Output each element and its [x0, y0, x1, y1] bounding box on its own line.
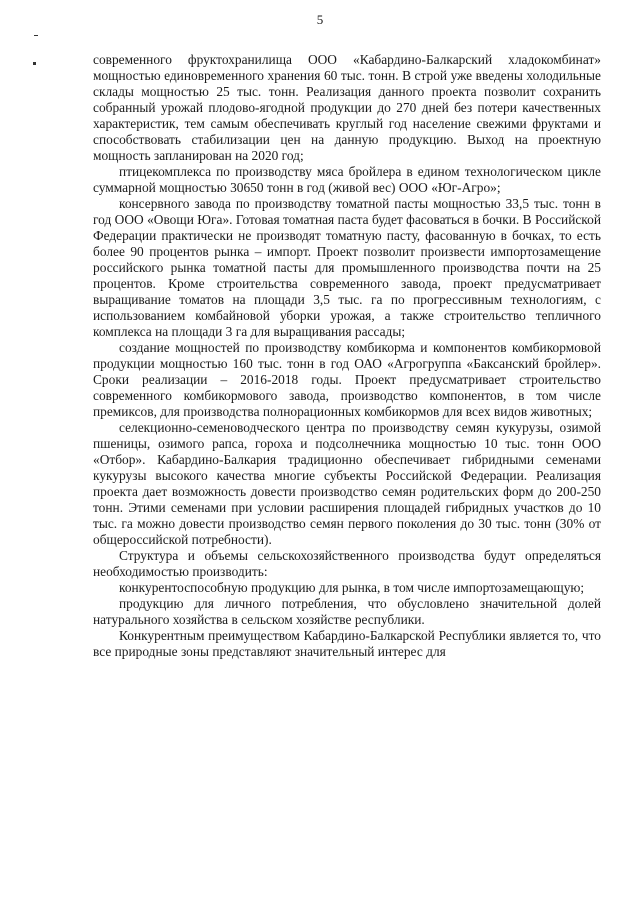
paragraph-feed-mill: создание мощностей по производству комбикорма и компонентов комбикормовой продукции мощностью 160 тыс. тонн в год ОАО «Агрогруппа «Баксанский бройлер». Сроки реализации – 2016-2018 годы. Проект предусматривает строительство современного комбикормового завода, производство компонентов, в том числе премиксов, для производства полнорационных комбикормов для всех видов животных; [93, 340, 601, 419]
paragraph-personal-consumption: продукцию для личного потребления, что обусловлено значительной долей натурального хозяйства в сельском хозяйстве республики. [93, 596, 601, 627]
paragraph-competitive-products: конкурентоспособную продукцию для рынка, в том числе импортозамещающую; [119, 580, 585, 595]
page-number: 5 [316, 12, 324, 27]
scan-mark [33, 62, 36, 65]
paragraph-competitive-advantage: Конкурентным преимуществом Кабардино-Балкарской Республики является то, что все природные зоны представляют значительный интерес для [93, 628, 601, 659]
paragraph-poultry-complex: птицекомплекса по производству мяса бройлера в едином технологическом цикле суммарной мощностью 30650 тонн в год (живой вес) ООО «Юг-Агро»; [93, 164, 601, 195]
paragraph-structure: Структура и объемы сельскохозяйственного производства будут определяться необходимостью производить: [93, 548, 601, 579]
document-body [93, 52, 601, 660]
paragraph-tomato-plant: консервного завода по производству томатной пасты мощностью 33,5 тыс. тонн в год ООО «Овощи Юга». Готовая томатная паста будет фасоваться в бочки. В Российской Федерации практически не производят томатную пасту, фасованную в бочках, то есть более 90 процентов рынка – импорт. Проект позволит произвести импортозамещение российского рынка томатной пасты для промышленного производства почти на 25 процентов. Кроме строительства современного завода, проект предусматривает выращивание томатов на площади 3,5 тыс. га по прогрессивным технологиям, с использованием комбайновой уборки урожая, а также строительство тепличного комплекса на площади 3 га для выращивания рассады; [93, 196, 601, 339]
scan-mark [34, 35, 38, 36]
paragraph-seed-center: селекционно-семеноводческого центра по производству семян кукурузы, озимой пшеницы, озимого рапса, гороха и подсолнечника мощностью 10 тыс. тонн ООО «Отбор». Кабардино-Балкария традиционно обеспечивает гибридными семенами кукурузы высокого качества многие субъекты Российской Федерации. Реализация проекта дает возможность довести производство семян родительских форм до 200-250 тонн. Этими семенами при условии расширения площадей гибридных участков до 10 тыс. га можно довести производство семян первого поколения до 30 тыс. тонн (30% от общероссийской потребности). [93, 420, 601, 547]
paragraph-fruit-storage: современного фруктохранилища ООО «Кабардино-Балкарский хладокомбинат» мощностью единовременного хранения 60 тыс. тонн. В строй уже введены холодильные склады мощностью 25 тыс. тонн. Реализация данного проекта позволит сохранить собранный урожай плодово-ягодной продукции до 270 дней без потери качественных характеристик, тем самым обеспечивать круглый год население свежими фруктами и способствовать стабилизации цен на данную продукцию. Выход на проектную мощность запланирован на 2020 год; [93, 52, 601, 163]
